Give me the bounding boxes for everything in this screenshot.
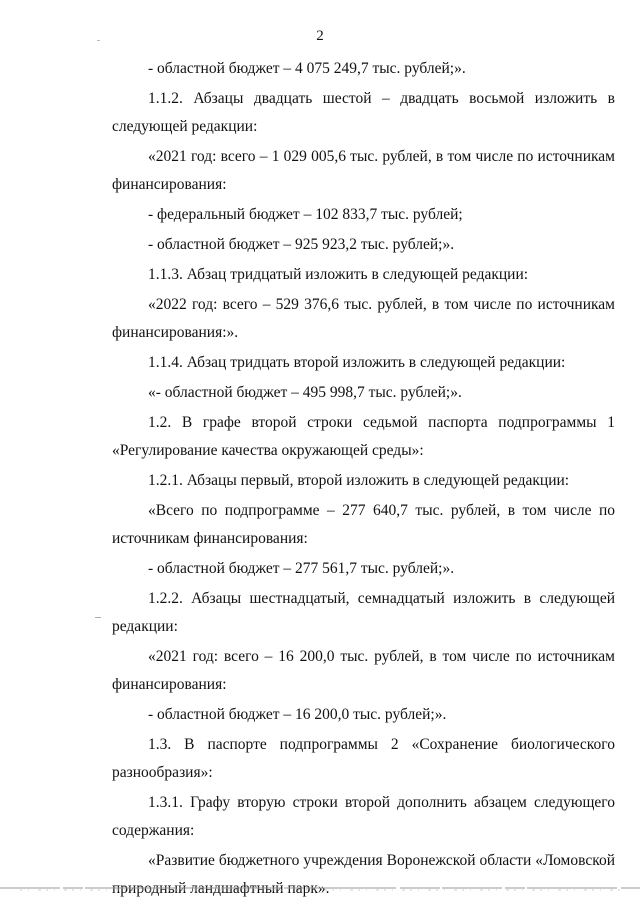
- paragraph: 1.3.1. Графу вторую строки второй дополнить абзацем следующего содержания:: [112, 794, 615, 839]
- paragraph: 1.2. В графе второй строки седьмой паспорта подпрограммы 1 «Регулирование качества окружающей среды»:: [112, 414, 615, 459]
- scan-mark: [95, 617, 101, 618]
- paragraph: 1.3. В паспорте подпрограммы 2 «Сохранение биологического разнообразия»:: [112, 736, 615, 781]
- paragraph: - областной бюджет – 16 200,0 тыс. рублей;».: [148, 706, 447, 723]
- paragraph: - областной бюджет – 4 075 249,7 тыс. рублей;».: [148, 60, 466, 77]
- footer-rule: [0, 884, 640, 894]
- paragraph: - областной бюджет – 925 923,2 тыс. рублей;».: [148, 236, 455, 253]
- paragraph: - областной бюджет – 277 561,7 тыс. рублей;».: [148, 560, 455, 577]
- paragraph: 1.2.2. Абзацы шестнадцатый, семнадцатый изложить в следующей редакции:: [112, 590, 615, 635]
- paragraph: «Всего по подпрограмме – 277 640,7 тыс. рублей, в том числе по источникам финансирования:: [112, 502, 615, 547]
- paragraph: «- областной бюджет – 495 998,7 тыс. рублей;».: [148, 384, 462, 401]
- paragraph: «2022 год: всего – 529 376,6 тыс. рублей, в том числе по источникам финансирования:».: [112, 296, 615, 341]
- paragraph: 1.1.2. Абзацы двадцать шестой – двадцать восьмой изложить в следующей редакции:: [112, 90, 615, 135]
- paragraph: «2021 год: всего – 1 029 005,6 тыс. рублей, в том числе по источникам финансирования:: [112, 148, 615, 193]
- paragraph: «2021 год: всего – 16 200,0 тыс. рублей, в том числе по источникам финансирования:: [112, 648, 615, 693]
- paragraph: 1.1.4. Абзац тридцать второй изложить в следующей редакции:: [148, 354, 566, 371]
- paragraph: 1.1.3. Абзац тридцатый изложить в следующей редакции:: [148, 266, 529, 283]
- page-number: 2: [316, 28, 324, 44]
- paragraph: «Развитие бюджетного учреждения Воронежской области «Ломовской природный ландшафтный парк».: [112, 852, 615, 897]
- paragraph: 1.2.1. Абзацы первый, второй изложить в следующей редакции:: [148, 472, 570, 489]
- paragraph: - федеральный бюджет – 102 833,7 тыс. рублей;: [148, 206, 463, 223]
- document-body: [112, 55, 615, 905]
